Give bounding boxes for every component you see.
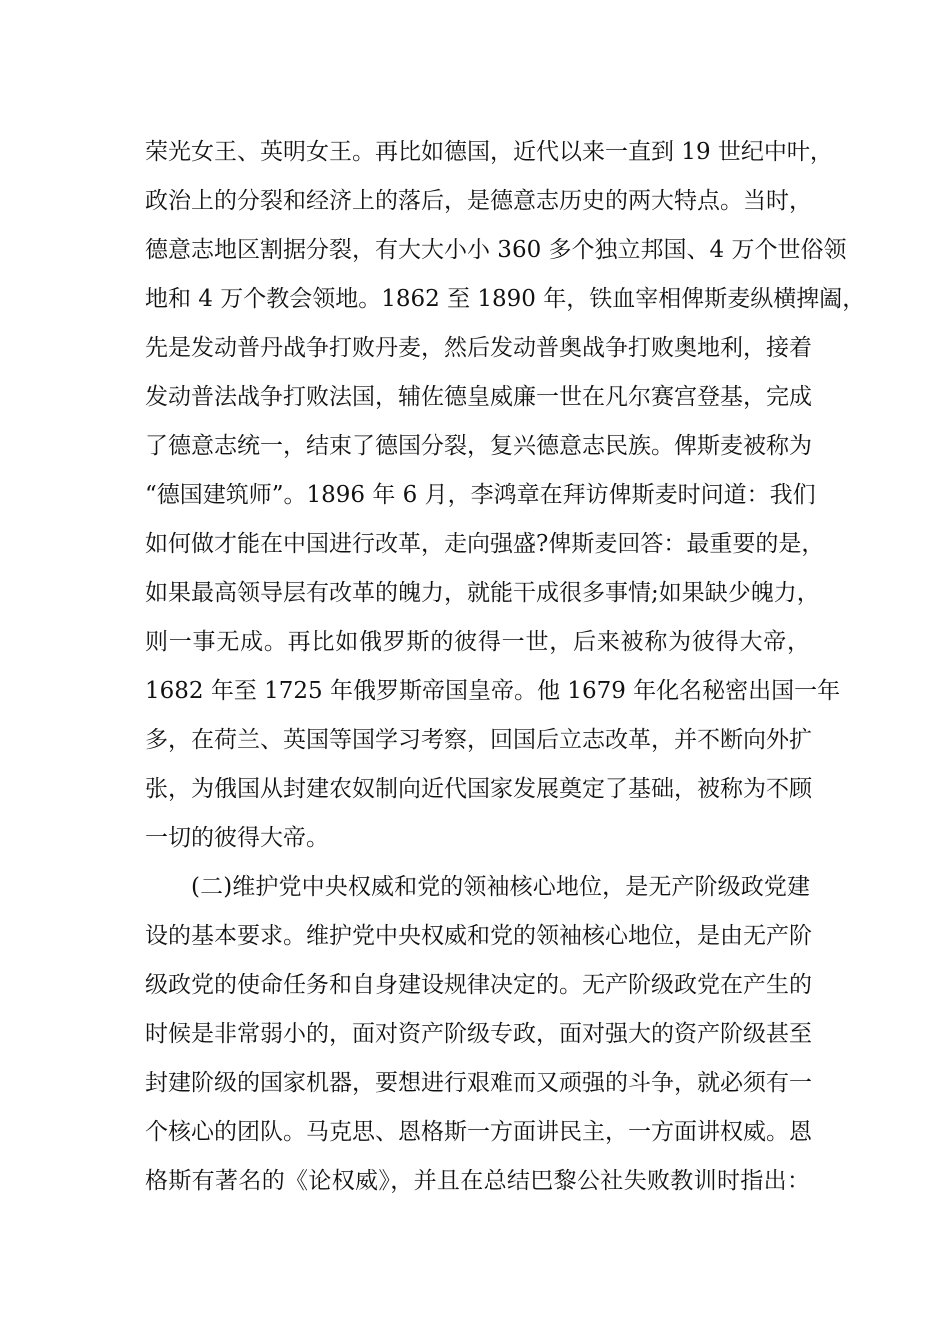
text-line: 如何做才能在中国进行改革，走向强盛?俾斯麦回答：最重要的是， [145, 531, 825, 557]
text-line: 级政党的使命任务和自身建设规律决定的。无产阶级政党在产生的 [145, 972, 812, 998]
body-text [145, 128, 866, 1206]
text-line: 先是发动普丹战争打败丹麦，然后发动普奥战争打败奥地利，接着 [145, 335, 812, 361]
text-line: 张，为俄国从封建农奴制向近代国家发展奠定了基础，被称为不顾 [145, 776, 812, 802]
text-line: 了德意志统一，结束了德国分裂，复兴德意志民族。俾斯麦被称为 [145, 433, 812, 459]
text-line: (二)维护党中央权威和党的领袖核心地位，是无产阶级政党建 [191, 874, 810, 900]
text-line: 格斯有著名的《论权威》，并且在总结巴黎公社失败教训时指出： [145, 1168, 810, 1194]
text-line: 封建阶级的国家机器，要想进行艰难而又顽强的斗争，就必须有一 [145, 1070, 812, 1096]
paragraph-2 [145, 863, 810, 1206]
text-line: 发动普法战争打败法国，辅佐德皇威廉一世在凡尔赛宫登基，完成 [145, 384, 812, 410]
text-line: 一切的彼得大帝。 [145, 825, 329, 851]
text-line: 德意志地区割据分裂，有大大小小 360 多个独立邦国、4 万个世俗领 [145, 237, 847, 263]
text-line: 个核心的团队。马克思、恩格斯一方面讲民主，一方面讲权威。恩 [145, 1119, 812, 1145]
text-line: 多，在荷兰、英国等国学习考察，回国后立志改革，并不断向外扩 [145, 727, 812, 753]
paragraph-1 [145, 128, 866, 863]
text-line: 如果最高领导层有改革的魄力，就能干成很多事情;如果缺少魄力， [145, 580, 820, 606]
text-line: 1682 年至 1725 年俄罗斯帝国皇帝。他 1679 年化名秘密出国一年 [145, 678, 841, 704]
text-line: 则一事无成。再比如俄罗斯的彼得一世，后来被称为彼得大帝， [145, 629, 810, 655]
text-line: 时候是非常弱小的，面对资产阶级专政，面对强大的资产阶级甚至 [145, 1021, 812, 1047]
text-line: 荣光女王、英明女王。再比如德国，近代以来一直到 19 世纪中叶， [145, 139, 833, 165]
text-line: 设的基本要求。维护党中央权威和党的领袖核心地位，是由无产阶 [145, 923, 812, 949]
text-line: “德国建筑师”。1896 年 6 月，李鸿章在拜访俾斯麦时问道：我们 [145, 482, 816, 508]
text-line: 地和 4 万个教会领地。1862 至 1890 年，铁血宰相俾斯麦纵横捭阖， [145, 286, 866, 312]
text-line: 政治上的分裂和经济上的落后，是德意志历史的两大特点。当时， [145, 188, 812, 214]
